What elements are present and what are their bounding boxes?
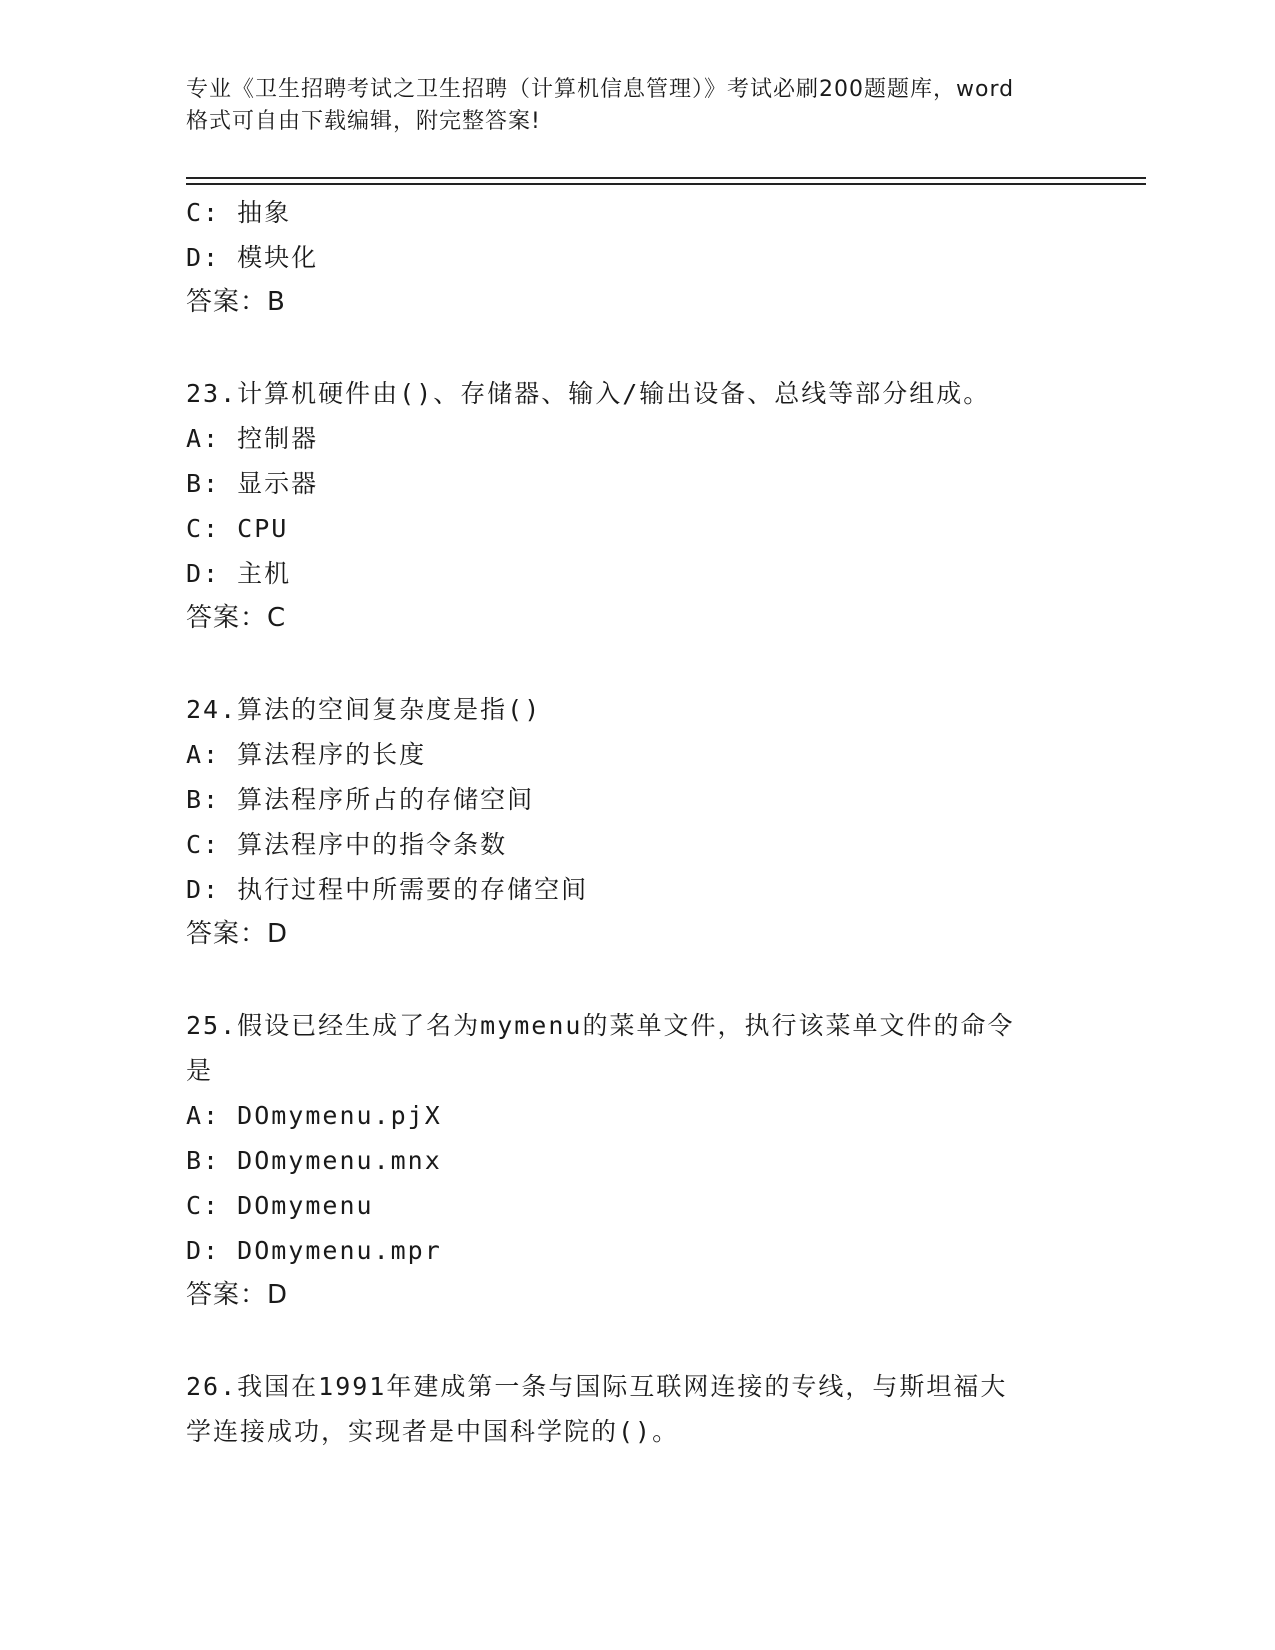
option-a: A: DOmymenu.pjX bbox=[186, 1101, 442, 1130]
option-b: B: DOmymenu.mnx bbox=[186, 1146, 442, 1175]
document-header bbox=[186, 74, 1086, 138]
question-text: 24.算法的空间复杂度是指() bbox=[186, 695, 542, 724]
question-23 bbox=[186, 371, 1086, 641]
document-body bbox=[186, 190, 1086, 1454]
option-c: C: 抽象 bbox=[186, 198, 292, 227]
question-gap bbox=[186, 641, 1086, 687]
option-a: A: 算法程序的长度 bbox=[186, 740, 427, 769]
header-divider-bottom bbox=[186, 183, 1146, 185]
option-b: B: 算法程序所占的存储空间 bbox=[186, 785, 535, 814]
question-22-continuation bbox=[186, 190, 1086, 325]
question-24 bbox=[186, 687, 1086, 957]
question-text: 25.假设已经生成了名为mymenu的菜单文件，执行该菜单文件的命令 bbox=[186, 1011, 1015, 1040]
option-b: B: 显示器 bbox=[186, 469, 319, 498]
question-gap bbox=[186, 957, 1086, 1003]
option-c: C: CPU bbox=[186, 514, 289, 543]
header-line-1: 专业《卫生招聘考试之卫生招聘（计算机信息管理）》考试必刷200题题库，word bbox=[186, 77, 1015, 102]
header-divider-top bbox=[186, 177, 1146, 179]
question-gap bbox=[186, 1318, 1086, 1364]
option-c: C: 算法程序中的指令条数 bbox=[186, 830, 508, 859]
question-text-continued: 学连接成功，实现者是中国科学院的()。 bbox=[186, 1417, 680, 1446]
question-gap bbox=[186, 325, 1086, 371]
question-25 bbox=[186, 1003, 1086, 1318]
option-d: D: DOmymenu.mpr bbox=[186, 1236, 442, 1265]
option-d: D: 执行过程中所需要的存储空间 bbox=[186, 875, 589, 904]
option-c: C: DOmymenu bbox=[186, 1191, 374, 1220]
answer-line: 答案：B bbox=[186, 287, 286, 317]
answer-line: 答案：D bbox=[186, 1280, 289, 1310]
answer-line: 答案：C bbox=[186, 603, 287, 633]
question-text-continued: 是 bbox=[186, 1056, 214, 1085]
question-26 bbox=[186, 1364, 1086, 1454]
answer-line: 答案：D bbox=[186, 919, 289, 949]
header-line-2: 格式可自由下载编辑，附完整答案! bbox=[186, 109, 541, 134]
question-text: 26.我国在1991年建成第一条与国际互联网连接的专线，与斯坦福大 bbox=[186, 1372, 1008, 1401]
option-d: D: 模块化 bbox=[186, 243, 319, 272]
question-text: 23.计算机硬件由()、存储器、输入/输出设备、总线等部分组成。 bbox=[186, 379, 991, 408]
option-a: A: 控制器 bbox=[186, 424, 319, 453]
option-d: D: 主机 bbox=[186, 559, 292, 588]
